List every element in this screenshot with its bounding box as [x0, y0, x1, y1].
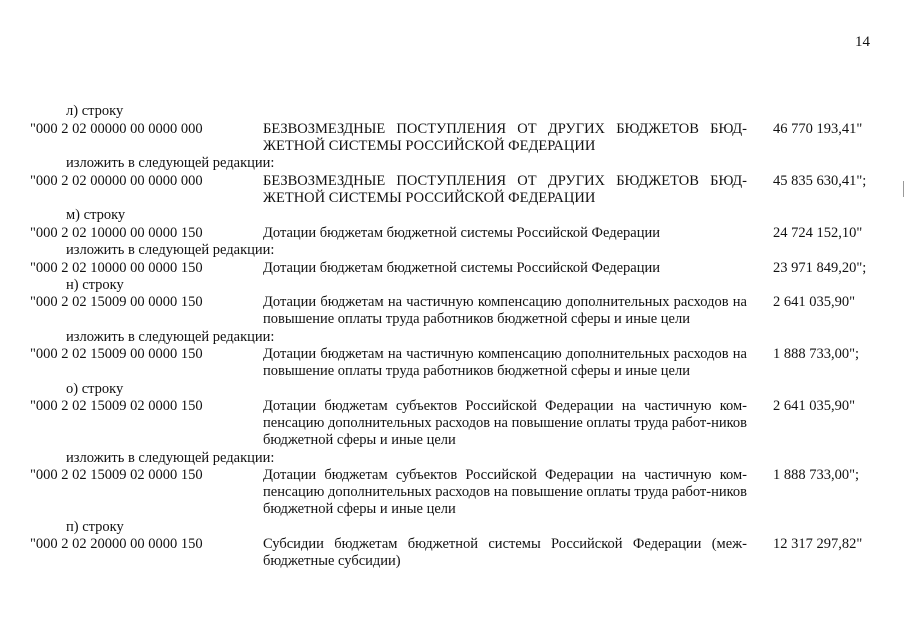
budget-classification-code: "000 2 02 15009 02 0000 150 [30, 467, 203, 483]
revenue-item-title: Дотации бюджетам субъектов Российской Федерации на частичную ком-пенсацию дополнительных расходов на повышение оплаты труда работ-ников бюджетной сферы и иные цели [263, 398, 747, 448]
budget-classification-code: "000 2 02 00000 00 0000 000 [30, 173, 203, 189]
amount-value: 24 724 152,10" [773, 225, 863, 241]
revenue-item-title: Дотации бюджетам на частичную компенсацию дополнительных расходов на повышение оплаты труда работников бюджетной сферы и иные цели [263, 346, 747, 379]
budget-classification-code: "000 2 02 15009 00 0000 150 [30, 346, 203, 362]
revenue-item-title: БЕЗВОЗМЕЗДНЫЕ ПОСТУПЛЕНИЯ ОТ ДРУГИХ БЮДЖЕТОВ БЮД-ЖЕТНОЙ СИСТЕМЫ РОССИЙСКОЙ ФЕДЕРАЦИИ [263, 121, 747, 154]
revenue-item-title: Дотации бюджетам субъектов Российской Федерации на частичную ком-пенсацию дополнительных расходов на повышение оплаты труда работ-ников бюджетной сферы и иные цели [263, 467, 747, 517]
amount-value: 1 888 733,00"; [773, 467, 860, 483]
revenue-item-title: Субсидии бюджетам бюджетной системы Российской Федерации (меж-бюджетные субсидии) [263, 536, 747, 569]
amendment-directive: п) строку [66, 519, 124, 535]
budget-classification-code: "000 2 02 15009 02 0000 150 [30, 398, 203, 414]
amount-value: 2 641 035,90" [773, 294, 856, 310]
amendment-directive: изложить в следующей редакции: [66, 155, 275, 171]
budget-classification-code: "000 2 02 20000 00 0000 150 [30, 536, 203, 552]
amount-value: 2 641 035,90" [773, 398, 856, 414]
revenue-item-title: БЕЗВОЗМЕЗДНЫЕ ПОСТУПЛЕНИЯ ОТ ДРУГИХ БЮДЖЕТОВ БЮД-ЖЕТНОЙ СИСТЕМЫ РОССИЙСКОЙ ФЕДЕРАЦИИ [263, 173, 747, 206]
amount-value: 12 317 297,82" [773, 536, 863, 552]
amendment-directive: изложить в следующей редакции: [66, 242, 275, 258]
budget-classification-code: "000 2 02 15009 00 0000 150 [30, 294, 203, 310]
budget-classification-code: "000 2 02 10000 00 0000 150 [30, 225, 203, 241]
budget-classification-code: "000 2 02 10000 00 0000 150 [30, 260, 203, 276]
amount-value: 23 971 849,20"; [773, 260, 867, 276]
scan-edge-mark [903, 181, 904, 197]
revenue-item-title: Дотации бюджетам на частичную компенсацию дополнительных расходов на повышение оплаты труда работников бюджетной сферы и иные цели [263, 294, 747, 327]
revenue-item-title: Дотации бюджетам бюджетной системы Российской Федерации [263, 260, 661, 276]
amendment-directive: м) строку [66, 207, 126, 223]
amendment-directive: о) строку [66, 381, 124, 397]
amendment-directive: л) строку [66, 103, 124, 119]
amendment-directive: изложить в следующей редакции: [66, 329, 275, 345]
page-number: 14 [855, 34, 870, 50]
amount-value: 46 770 193,41" [773, 121, 863, 137]
amendment-directive: н) строку [66, 277, 124, 293]
amount-value: 45 835 630,41"; [773, 173, 867, 189]
revenue-item-title: Дотации бюджетам бюджетной системы Российской Федерации [263, 225, 661, 241]
budget-classification-code: "000 2 02 00000 00 0000 000 [30, 121, 203, 137]
amendment-directive: изложить в следующей редакции: [66, 450, 275, 466]
amount-value: 1 888 733,00"; [773, 346, 860, 362]
